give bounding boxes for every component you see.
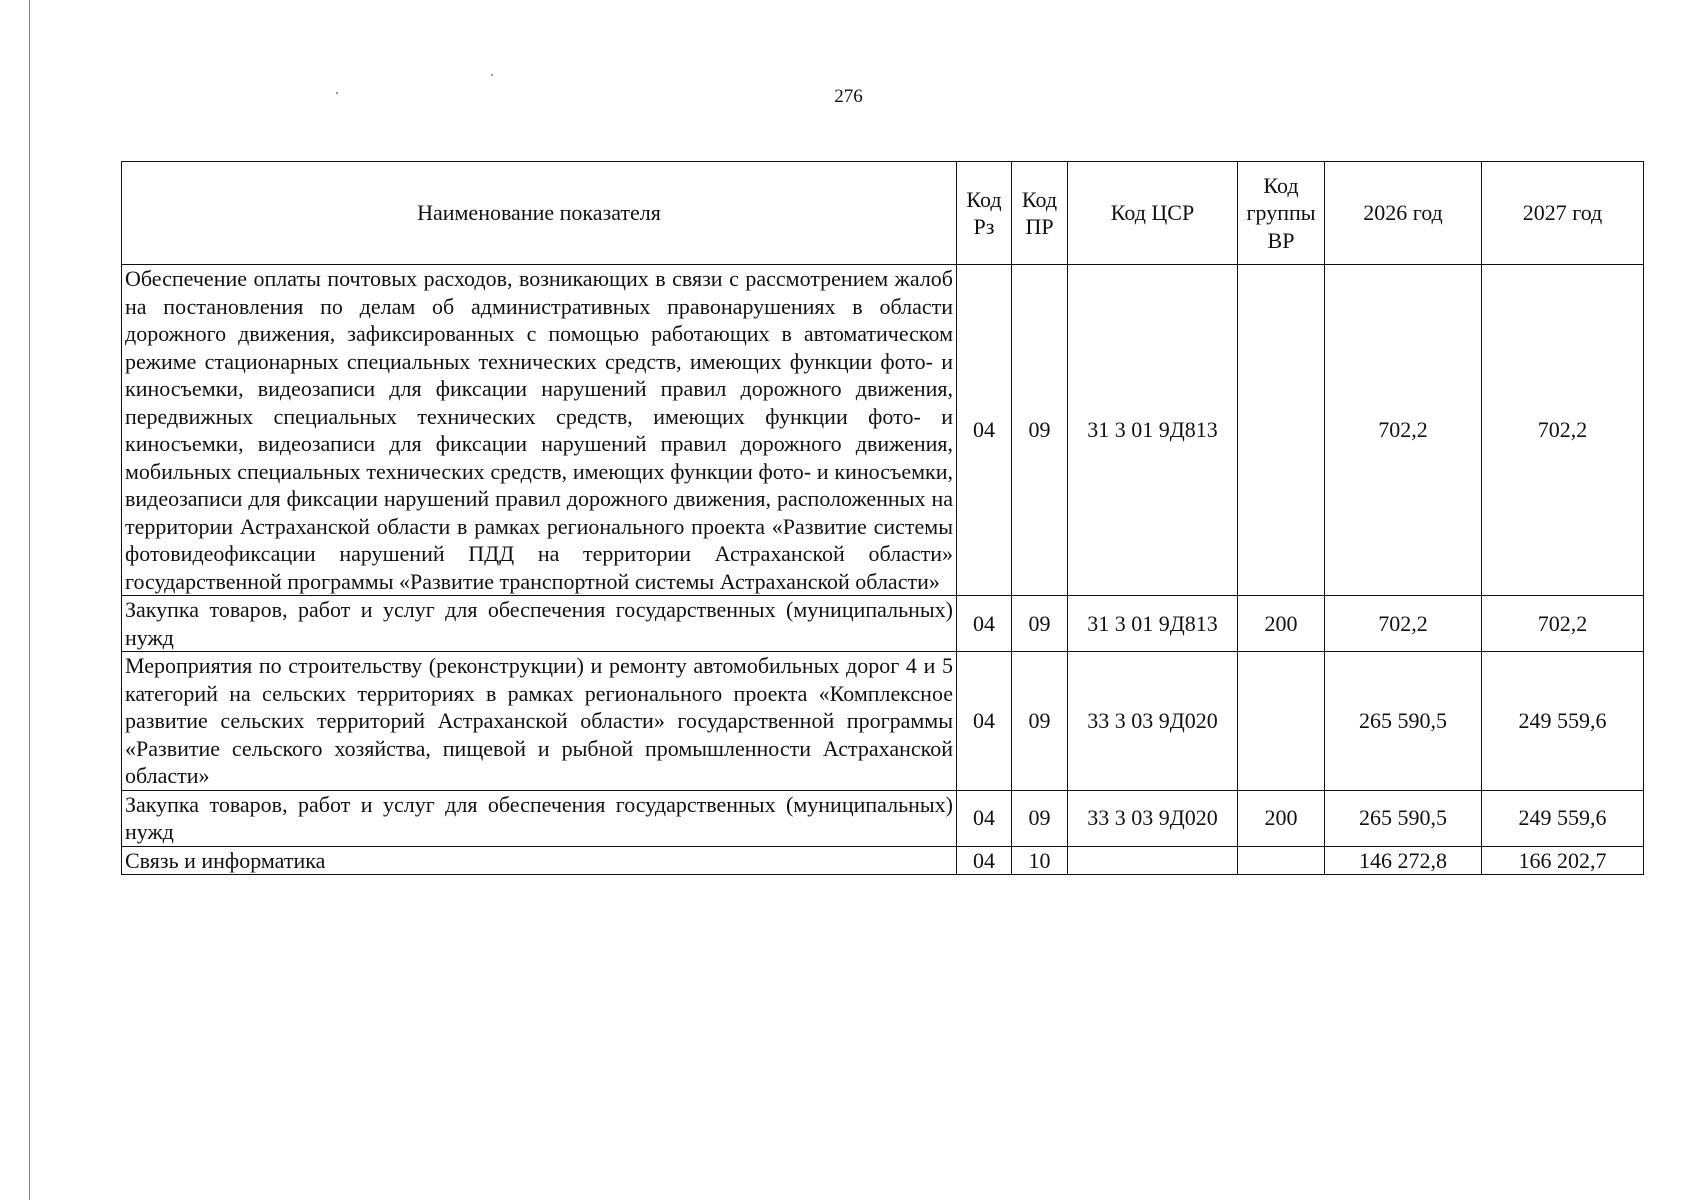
- row-code-vr: [1238, 846, 1325, 875]
- row-code-pr: 09: [1012, 596, 1068, 652]
- row-name: Связь и информатика: [122, 846, 957, 875]
- row-value-2027: 249 559,6: [1482, 652, 1644, 791]
- page-binding-edge: [29, 0, 30, 1200]
- budget-table: [121, 161, 1644, 875]
- table-row: [122, 652, 1644, 791]
- row-value-2026: 265 590,5: [1325, 790, 1482, 846]
- row-value-2027: 249 559,6: [1482, 790, 1644, 846]
- table-row: [122, 846, 1644, 875]
- row-code-rz: 04: [957, 652, 1012, 791]
- row-code-csr: [1068, 846, 1238, 875]
- table-row: [122, 790, 1644, 846]
- row-code-csr: 31 3 01 9Д813: [1068, 265, 1238, 596]
- row-value-2026: 702,2: [1325, 596, 1482, 652]
- row-value-2027: 702,2: [1482, 265, 1644, 596]
- row-value-2027: 702,2: [1482, 596, 1644, 652]
- row-code-csr: 33 3 03 9Д020: [1068, 790, 1238, 846]
- row-code-pr: 09: [1012, 790, 1068, 846]
- header-year-2026: 2026 год: [1325, 162, 1482, 265]
- header-year-2027: 2027 год: [1482, 162, 1644, 265]
- row-code-vr: 200: [1238, 596, 1325, 652]
- row-value-2026: 146 272,8: [1325, 846, 1482, 875]
- scan-speck: [491, 74, 493, 76]
- row-code-vr: [1238, 652, 1325, 791]
- row-code-csr: 31 3 01 9Д813: [1068, 596, 1238, 652]
- row-code-rz: 04: [957, 265, 1012, 596]
- row-code-rz: 04: [957, 596, 1012, 652]
- row-value-2027: 166 202,7: [1482, 846, 1644, 875]
- row-code-vr: 200: [1238, 790, 1325, 846]
- header-code-pr: Код ПР: [1012, 162, 1068, 265]
- header-name: Наименование показателя: [122, 162, 957, 265]
- table-row: [122, 596, 1644, 652]
- row-name: Обеспечение оплаты почтовых расходов, возникающих в связи с рассмотрением жалоб на постановления по делам об административных правонарушениях в области дорожного движения, зафиксированных с помощью работающих в автоматическом режиме стационарных специальных технических средств, имеющих функции фото- и киносъемки, видеозаписи для фиксации нарушений правил дорожного движения, передвижных специальных технических средств, имеющих функции фото- и киносъемки, видеозаписи для фиксации нарушений правил дорожного движения, мобильных специальных технических средств, имеющих функции фото- и киносъемки, видеозаписи для фиксации нарушений правил дорожного движения, расположенных на территории Астраханской области в рамках регионального проекта «Развитие системы фотовидеофиксации нарушений ПДД на территории Астраханской области» государственной программы «Развитие транспортной системы Астраханской области»: [122, 265, 957, 596]
- header-code-csr: Код ЦСР: [1068, 162, 1238, 265]
- row-code-pr: 09: [1012, 265, 1068, 596]
- row-code-pr: 10: [1012, 846, 1068, 875]
- row-code-rz: 04: [957, 846, 1012, 875]
- row-value-2026: 265 590,5: [1325, 652, 1482, 791]
- table-row: [122, 265, 1644, 596]
- row-code-csr: 33 3 03 9Д020: [1068, 652, 1238, 791]
- row-name: Мероприятия по строительству (реконструкции) и ремонту автомобильных дорог 4 и 5 категорий на сельских территориях в рамках регионального проекта «Комплексное развитие сельских территорий Астраханской области» государственной программы «Развитие сельского хозяйства, пищевой и рыбной промышленности Астраханской области»: [122, 652, 957, 791]
- page-number: 276: [834, 86, 863, 107]
- row-value-2026: 702,2: [1325, 265, 1482, 596]
- row-name: Закупка товаров, работ и услуг для обеспечения государственных (муниципальных) нужд: [122, 596, 957, 652]
- header-code-vr: Код группы ВР: [1238, 162, 1325, 265]
- row-code-rz: 04: [957, 790, 1012, 846]
- row-name: Закупка товаров, работ и услуг для обеспечения государственных (муниципальных) нужд: [122, 790, 957, 846]
- row-code-pr: 09: [1012, 652, 1068, 791]
- header-code-rz: Код Рз: [957, 162, 1012, 265]
- table-header-row: [122, 162, 1644, 265]
- row-code-vr: [1238, 265, 1325, 596]
